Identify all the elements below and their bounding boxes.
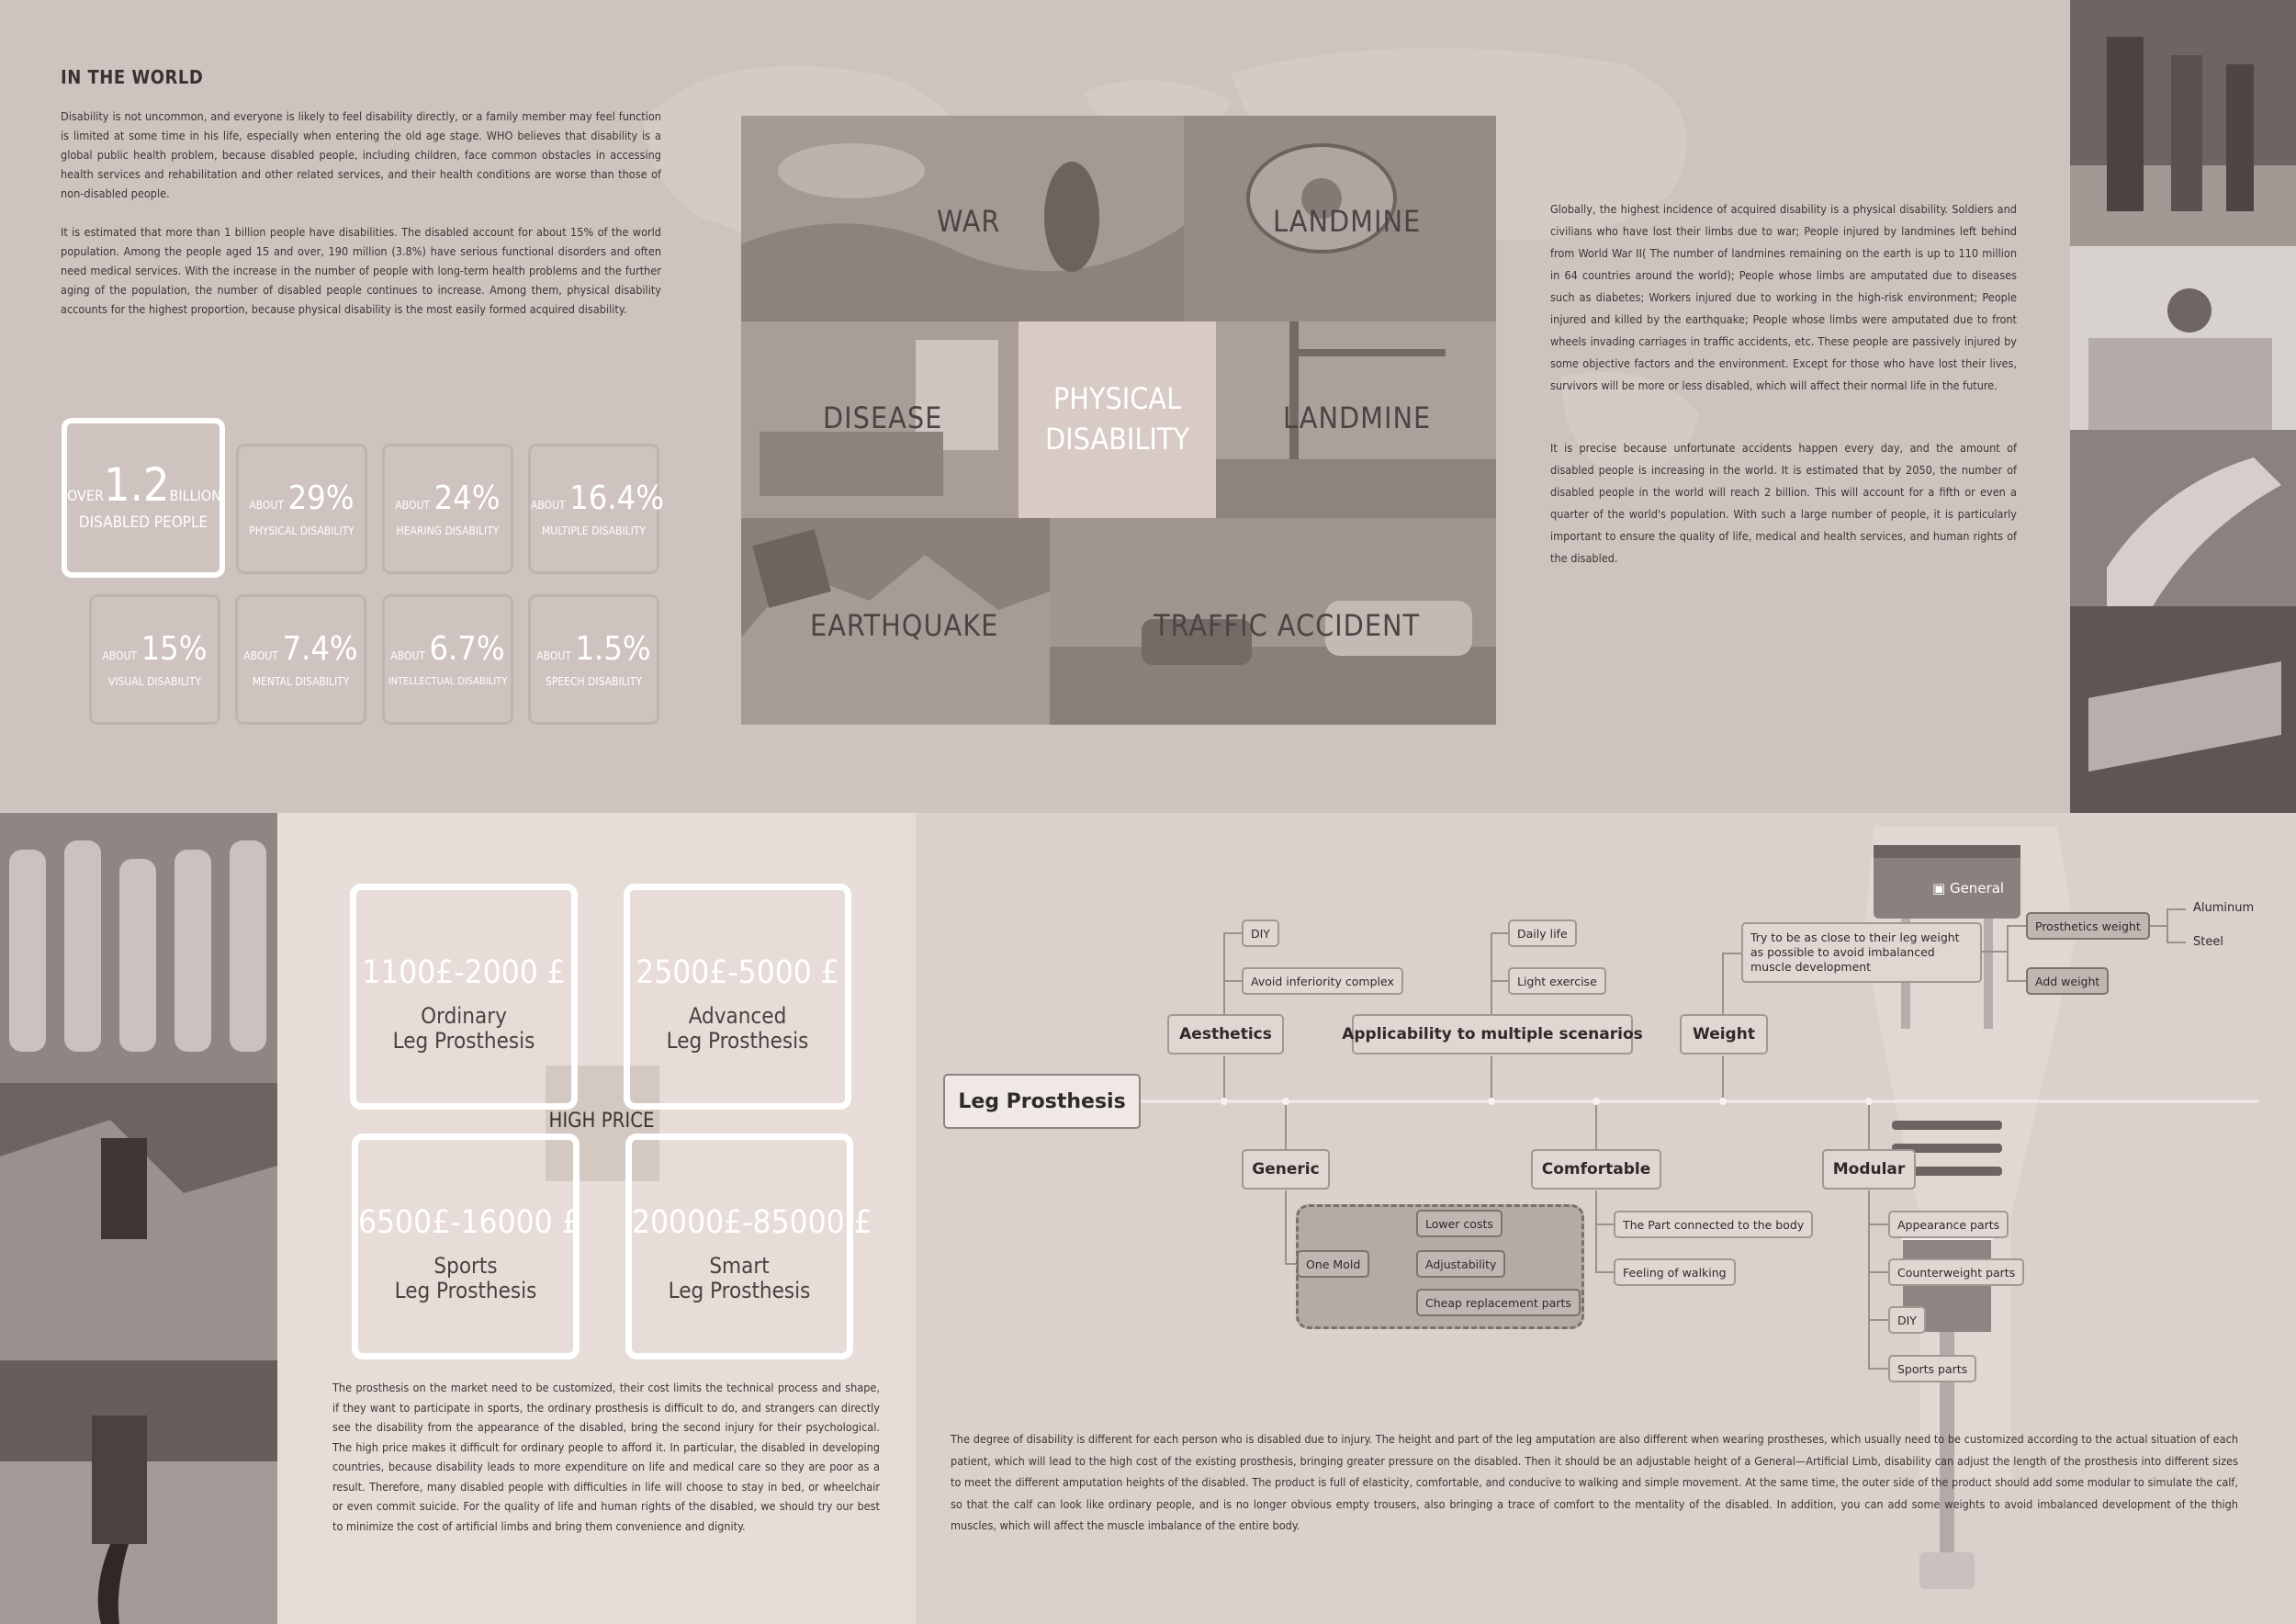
leaf-weight-note: Try to be as close to their leg weight as possible to avoid imbalanced muscle development [1741,922,1982,983]
label-physical: PHYSICAL [1052,381,1182,416]
hospital-photo [2070,246,2296,430]
label-disability: DISABILITY [1044,422,1190,457]
stat-label: MENTAL DISABILITY [252,675,350,688]
price-name-line1: Ordinary [421,1003,507,1029]
node-weight: Weight [1680,1014,1768,1054]
price-name-line2: Leg Prosthesis [668,1278,811,1303]
prosthetic-legs-photo [0,813,277,1083]
leaf-counterweight-parts: Counterweight parts [1888,1258,2024,1286]
right-paragraph-2: It is precise because unfortunate accidents happen every day, and the amount of disabled people is increasing in the world. It is estimated that by 2050, the number of disabled people in the world will reach 2 billion. This will account for a fifth or even a quarter of the world's population. With such a large number of people, it is particularly important to ensure the quality of life, medical and health services, and human rights of the disabled. [1550,441,2017,565]
stat-prefix: OVER [67,487,104,504]
price-smart [625,1133,872,1359]
price-name-line2: Leg Prosthesis [666,1028,809,1054]
high-price-label: HIGH PRICE [548,1110,655,1133]
stat-physical [236,444,367,574]
label-disease: DISEASE [823,400,943,435]
stat-value: 29% [287,479,355,517]
node-modular: Modular [1822,1149,1916,1190]
leaf-part-connected: The Part connected to the body [1614,1211,1813,1238]
leaf-sports-parts: Sports parts [1888,1355,1976,1382]
injured-photo [2070,606,2296,813]
intro-paragraph-2: It is estimated that more than 1 billion people have disabilities. The disabled account for about 15% of the world population. Among the people aged 15 and over, 190 million (3.8%) have serious functional disorders and often need medical services. With the increase in the number of people with long-term health problems and the further aging of the population, the number of disabled people continues to increase. Among them, physical disability accounts for the highest proportion, because physical disability is the most easily formed acquired disability. [61,225,661,316]
stat-label: DISABLED PEOPLE [78,513,208,532]
leaf-daily-life: Daily life [1508,919,1577,947]
soldiers-photo [2070,0,2296,246]
right-paragraph-1: Globally, the highest incidence of acquired disability is a physical disability. Soldiers and civilians who have lost their limbs due to war; People injured by landmines left behind from World War II( The number of landmines remaining on the earth is up to 110 million in 64 countries around the world); People whose limbs are amputated due to diseases such as diabetes; Workers injured due to working in the high-risk environment; People injured and killed by the earthquake; People whose limbs were amputated due to front wheels invading carriages in traffic accidents, etc. These people are passively injured by some objective factors and the environment. Except for those who have lost their lives, survivors will be more or less disabled, which will affect their normal life in the future. [1550,202,2017,392]
price-name [632,1254,847,1303]
label-landmine-2: LANDMINE [1283,400,1432,435]
stat-value: 15% [141,630,208,668]
price-value: 6500£-16000 £ [358,1204,580,1241]
stat-prefix: ABOUT [531,499,566,512]
leaf-appearance-parts: Appearance parts [1888,1211,2009,1238]
climber-photo [0,1083,277,1360]
leaf-light-exercise: Light exercise [1508,967,1606,995]
label-war: WAR [937,204,1001,239]
node-aesthetics: Aesthetics [1167,1014,1284,1054]
stat-value: 6.7% [429,630,505,668]
leaf-avoid-inferiority: Avoid inferiority complex [1242,967,1403,995]
stat-total-disabled [62,418,225,578]
stat-prefix: ABOUT [102,649,137,662]
leaf-diy: DIY [1242,919,1279,947]
stat-value: 7.4% [282,630,358,668]
stat-label: HEARING DISABILITY [396,524,500,537]
stat-label: SPEECH DISABILITY [545,675,643,688]
leaf-modular-diy: DIY [1888,1306,1926,1334]
price-name-line1: Smart [709,1253,770,1279]
label-earthquake: EARTHQUAKE [810,608,999,643]
section-title: IN THE WORLD [61,66,204,88]
label-physical-disability [1019,378,1216,459]
stat-label: MULTIPLE DISABILITY [541,524,647,537]
price-name [630,1004,845,1054]
stat-label: PHYSICAL DISABILITY [249,524,355,537]
price-value: 1100£-2000 £ [362,954,566,991]
node-applicability: Applicability to multiple scenarios [1352,1014,1633,1054]
leaf-adjustability: Adjustability [1416,1250,1505,1278]
mindmap-paragraph: The degree of disability is different for each person who is disabled due to injury. The height and part of the leg amputation are also different when wearing prostheses, which usually need to be customized according to the actual situation of each patient, which will lead to the high cost of the existing prosthesis, bringing greater pressure on the disabled. Then it should be an adjustable height of a General—Artificial Limb, disability can adjust the length of the prosthesis into different sizes to meet the different amputation heights of the disabled. The product is full of elasticity, comfortable, and conducive to walking and simple movement. At the same time, the outer side of the product should add some modular to simulate the calf, so that the calf can look like ordinary people, and is no longer obvious empty trousers, also bringing a trace of comfort to the mentality of the disabled. In addition, you can add some weights to avoid imbalanced development of the thigh muscles, which will affect the muscle imbalance of the entire body. [951,1432,2238,1532]
price-value: 2500£-5000 £ [636,954,839,991]
stat-prefix: ABOUT [536,649,571,662]
price-name-line2: Leg Prosthesis [392,1028,535,1054]
leaf-cheap-parts: Cheap replacement parts [1416,1289,1581,1316]
price-name-line2: Leg Prosthesis [394,1278,537,1303]
stat-prefix: ABOUT [390,649,425,662]
stat-multiple [528,444,665,574]
intro-paragraph-1: Disability is not uncommon, and everyone is likely to feel disability directly, or a family member may feel function is limited at some time in his life, especially when entering the old age stage. WHO believes that disability is a global public health problem, because disabled people, including children, face common obstacles in accessing health services and rehabilitation and other related services, and their health conditions are worse than those of non-disabled people. [61,109,661,200]
stat-value: 1.2 [103,458,170,512]
price-name [358,1254,573,1303]
runner-photo [0,1360,277,1624]
leaf-lower-costs: Lower costs [1416,1210,1503,1237]
stat-label: VISUAL DISABILITY [107,675,202,688]
label-traffic-accident: TRAFFIC ACCIDENT [1154,608,1421,643]
stat-prefix: ABOUT [395,499,430,512]
leaf-prosthetics-weight: Prosthetics weight [2026,912,2150,940]
brand-logo: ▣ General [1932,880,2005,897]
stat-hearing [382,444,513,574]
price-name-line1: Advanced [688,1003,787,1029]
stat-intellectual [382,594,513,725]
node-comfortable: Comfortable [1531,1149,1661,1190]
leaf-one-mold: One Mold [1297,1250,1369,1278]
stat-mental [235,594,366,725]
stat-visual [89,594,220,725]
mindmap-root: Leg Prosthesis [943,1074,1141,1129]
price-ordinary [350,884,578,1110]
stat-label: INTELLECTUAL DISABILITY [388,675,508,687]
label-landmine-1: LANDMINE [1273,204,1422,239]
label-steel: Steel [2193,935,2223,949]
stat-prefix: ABOUT [249,499,284,512]
label-aluminum: Aluminum [2193,901,2255,915]
price-paragraph: The prosthesis on the market need to be customized, their cost limits the technical process and shape, if they want to participate in sports, the ordinary prosthesis is difficult to do, and strangers can directly see the disability from the appearance of the disabled, bring the second injury for their psychological. The high price makes it difficult for ordinary people to afford it. In particular, the disabled in developing countries, because disability leads to more expenditure on life and medical care so they are poor as a result. Therefore, many disabled people with difficulties in life will choose to stay in bed, or wheelchair or even commit suicide. For the quality of life and human rights of the disabled, we should try our best to minimize the cost of artificial limbs and bring them convenience and dignity. [332,1381,880,1533]
stat-prefix: ABOUT [243,649,278,662]
price-advanced [624,884,851,1110]
node-generic: Generic [1242,1149,1330,1190]
leaf-add-weight: Add weight [2026,967,2109,995]
brand-name: General [1949,880,2005,897]
stat-unit: BILLION [169,487,221,504]
stat-value: 24% [433,479,501,517]
price-sports [352,1133,580,1359]
price-name-line1: Sports [433,1253,498,1279]
stat-value: 16.4% [569,479,665,517]
price-value: 20000£-85000 £ [632,1204,872,1241]
stat-value: 1.5% [575,630,651,668]
amputee-leg-photo [2070,430,2296,606]
price-name [356,1004,571,1054]
stat-speech [528,594,659,725]
leaf-feeling-walking: Feeling of walking [1614,1258,1736,1286]
